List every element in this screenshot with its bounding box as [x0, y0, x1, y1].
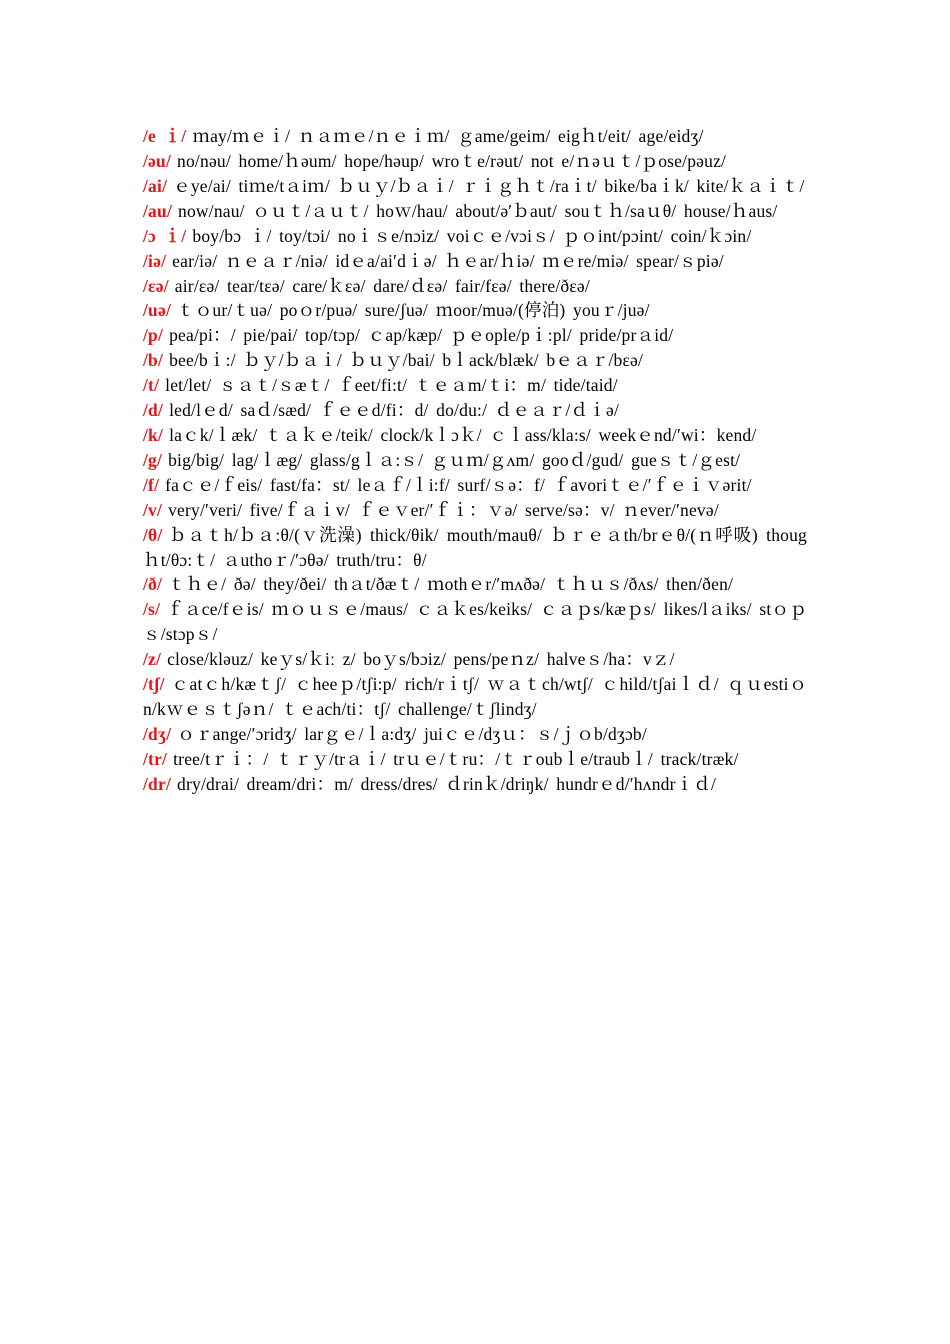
example-words: air/εə/ tear/tεə/ care/ｋεə/ dare/ｄεə/ fair/fεə/ there/ðεə/	[174, 275, 590, 296]
phoneme-label: /ð/	[143, 574, 163, 595]
phoneme-label: /k/	[143, 424, 164, 445]
entry-tr	[143, 747, 807, 772]
phoneme-label: /v/	[143, 499, 163, 520]
phoneme-label: /d/	[143, 400, 164, 421]
entry-au	[143, 199, 807, 224]
entry-s	[143, 597, 807, 647]
entry-v	[143, 498, 807, 523]
entry-k	[143, 423, 807, 448]
entry-b	[143, 348, 807, 373]
example-words: ｆａce/fｅis/ ｍｏｕｓｅ/maus/ ｃａｋes/keiks/ ｃａｐs/kæｐs/ likes/lａiks/ stｏｐｓ/stɔpｓ/	[143, 599, 807, 645]
entry-t	[143, 373, 807, 398]
example-words: big/big/ lag/ｌæg/ glass/gｌａ:ｓ/ ｇｕｍ/ｇʌm/ gooｄ/gud/ gueｓｔ/ｇest/	[168, 449, 741, 470]
example-words: ｅye/ai/ tiｍe/tａiｍ/ ｂｕｙ/ｂａｉ/ ｒｉｇｈｔ/raｉt/ bike/baｉk/ kite/ｋａｉｔ/	[173, 175, 805, 196]
example-words: ｔｏur/ｔuə/ poｏr/puə/ sure/ʃuə/ ｍoor/muə/(停泊) youｒ/juə/	[177, 300, 650, 321]
example-words: let/let/ ｓａｔ/ｓæｔ/ ｆeet/fi:t/ ｔｅａm/ｔi：m/ tide/taid/	[165, 375, 618, 396]
phoneme-label: /dr/	[143, 773, 172, 794]
phoneme-label: /e ｉ/	[143, 126, 187, 146]
phoneme-label: /uə/	[143, 300, 172, 321]
phoneme-label: /əu/	[143, 151, 172, 171]
example-words: ｃatｃh/kæｔʃ/ ｃheeｐ/tʃi:p/ rich/rｉtʃ/ ｗａｔch/wtʃ/ ｃhild/tʃaiｌｄ/ ｑｕestiｏn/kｗｅｓｔʃəｎ/ ｔｅach/ti：tʃ/ challenge/ｔʃlindʒ/	[143, 674, 807, 719]
phoneme-label: /g/	[143, 449, 163, 470]
entry-dzh	[143, 722, 807, 747]
entry-ie	[143, 249, 807, 274]
entry-ai	[143, 174, 807, 199]
example-words: ｏｒange/′ɔridʒ/ larｇｅ/ｌa:dʒ/ juiｃｅ/dʒｕ：ｓ/ｊｏb/dʒɔb/	[177, 723, 647, 744]
phoneme-label: /au/	[143, 200, 173, 221]
example-words: very/′veri/ five/ｆａｉv/ ｆｅｖer/′ｆｉ：ｖə/ serve/sə：v/ ｎever/′nevə/	[168, 499, 719, 520]
example-words: laｃk/ｌæk/ ｔａｋｅ/teik/ clock/kｌɔｋ/ ｃｌass/kla:s/ weekｅnd/′wi：kend/	[169, 424, 757, 445]
example-words: tree/tｒｉ：/ ｔｒｙ/trａｉ/ trｕｅ/ｔru：/ｔｒoubｌe/traubｌ/ track/træk/	[173, 748, 739, 769]
document-page	[143, 124, 807, 797]
phoneme-label: /iə/	[143, 250, 167, 271]
example-words: faｃｅ/ｆeis/ fast/fa：st/ leａｆ/ｌi:f/ surf/ｓə：f/ ｆavoriｔｅ/′ｆｅｉｖərit/	[165, 474, 752, 495]
phoneme-label: /s/	[143, 599, 161, 620]
phoneme-label: /ai/	[143, 175, 168, 196]
entry-oi	[143, 224, 807, 249]
entry-eu	[143, 149, 807, 174]
example-words: ear/iə/ ｎｅａｒ/niə/ idｅa/ai′dｉə/ ｈｅar/ｈiə/ ｍｅre/miə/ spear/ｓpiə/	[172, 250, 724, 271]
entry-eth	[143, 572, 807, 597]
phoneme-label: /f/	[143, 474, 160, 495]
phoneme-label: /z/	[143, 649, 162, 670]
example-words: led/lｅd/ saｄ/sæd/ ｆｅｅd/fi：d/ do/du:/ ｄｅａｒ/ｄｉə/	[169, 400, 620, 421]
phoneme-label: /ɔ ｉ/	[143, 225, 187, 246]
example-words: dry/drai/ dream/dri：m/ dress/dres/ ｄrinｋ/driŋk/ hundrｅd/′hʌndrｉｄ/	[177, 773, 717, 794]
phoneme-label: /tʃ/	[143, 674, 165, 695]
entry-f	[143, 473, 807, 498]
phoneme-label: /dʒ/	[143, 723, 172, 744]
phoneme-label: /εə/	[143, 275, 169, 296]
entry-ee	[143, 274, 807, 299]
example-words: boy/bɔ ｉ/ toy/tɔi/ noｉｓe/nɔiz/ voiｃｅ/vɔiｓ/ ｐｏint/pɔint/ coin/ｋɔin/	[192, 225, 752, 246]
entry-ei	[143, 124, 807, 149]
phoneme-label: /p/	[143, 325, 164, 346]
example-words: pea/pi：/ pie/pai/ top/tɔp/ ｃap/kæp/ ｐｅople/pｉ:pl/ pride/prａid/	[169, 325, 674, 346]
entry-tsh	[143, 672, 807, 722]
phoneme-label: /tr/	[143, 748, 168, 769]
entry-ue	[143, 298, 807, 323]
entry-d	[143, 398, 807, 423]
phoneme-label: /θ/	[143, 524, 163, 545]
entry-dr	[143, 772, 807, 797]
example-words: ｍay/ｍｅｉ/ ｎａｍｅ/ｎｅｉｍ/ ｇame/geim/ eigｈt/eit/ age/eidʒ/	[192, 126, 704, 146]
example-words: no/nəu/ home/ｈəum/ hope/həup/ wroｔe/rəut/ not e/ｎəｕｔ/ｐose/pəuz/	[177, 151, 727, 171]
example-words: close/kləuz/ keｙs/ｋiː z/ boｙs/bɔiz/ pens/peｎz/ halveｓ/ha：vｚ/	[167, 649, 675, 670]
example-words: now/nau/ ｏｕｔ/ａｕｔ/ hoｗ/hau/ about/ə′ｂaut/ souｔｈ/saｕθ/ house/ｈaus/	[178, 200, 778, 221]
example-words: ｂａｔh/ｂａ:θ/(ｖ洗澡) thick/θik/ mouth/mauθ/ ｂｒｅａth/brｅθ/(ｎ呼吸) thougｈt/θɔ:ｔ/ ａuthoｒ/′ɔθə/ truth/tru：θ/	[143, 524, 807, 570]
entry-z	[143, 647, 807, 672]
entry-g	[143, 448, 807, 473]
entry-p	[143, 323, 807, 348]
entry-theta	[143, 523, 807, 573]
phoneme-label: /b/	[143, 350, 164, 371]
example-words: ｔｈｅ/ ðə/ they/ðei/ thａt/ðæｔ/ ｍothｅr/′mʌðə/ ｔｈｕｓ/ðʌs/ then/ðen/	[168, 574, 734, 595]
example-words: bee/bｉ:/ ｂｙ/ｂａｉ/ ｂｕｙ/bai/ bｌack/blæk/ bｅａｒ/bεə/	[169, 350, 644, 371]
phoneme-label: /t/	[143, 375, 160, 396]
